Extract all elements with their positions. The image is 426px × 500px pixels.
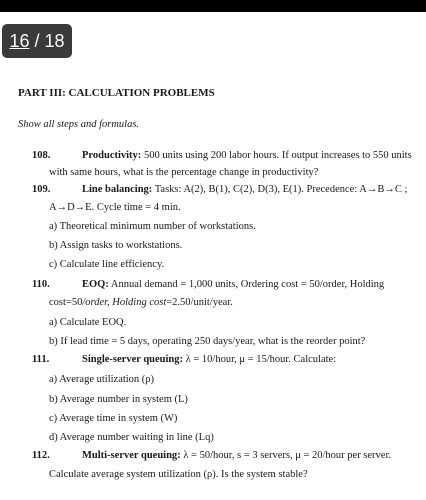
question-text: Annual demand = 1,000 units, Ordering cost = 50/order, Holding	[108, 279, 385, 290]
question-continuation: with same hours, what is the percentage change in productivity?	[49, 167, 319, 178]
question-number: 112.	[32, 450, 50, 461]
continuation-b: /order, Holding cost	[82, 297, 167, 308]
question-part: b) Average number in system (L)	[49, 394, 188, 405]
part-title: PART III: CALCULATION PROBLEMS	[18, 87, 215, 99]
question-title: Productivity:	[82, 150, 142, 161]
question-text: λ = 10/hour, μ = 15/hour. Calculate:	[183, 354, 337, 365]
question-continuation: A→D→E. Cycle time = 4 min.	[49, 202, 181, 213]
question-part: a) Theoretical minimum number of workstations.	[49, 221, 256, 232]
question-part: a) Average utilization (ρ)	[49, 374, 155, 385]
question-title: Line balancing:	[82, 184, 153, 195]
question-part: c) Average time in system (W)	[49, 413, 178, 424]
question-continuation	[49, 296, 233, 309]
question-stem	[82, 183, 407, 196]
question-text: Tasks: A(2), B(1), C(2), D(3), E(1). Precedence: A→B→C ;	[152, 184, 408, 195]
question-number: 109.	[32, 184, 51, 195]
question-part: b) If lead time = 5 days, operating 250 days/year, what is the reorder point?	[49, 336, 366, 347]
question-number: 110.	[32, 279, 50, 290]
continuation-c: =2.50/unit/year.	[166, 297, 233, 308]
question-text: λ = 50/hour, s = 3 servers, μ = 20/hour per server.	[180, 450, 392, 461]
total-pages: 18	[44, 31, 65, 51]
instruction: Show all steps and formulas.	[18, 119, 140, 130]
question-part: a) Calculate EOQ.	[49, 317, 127, 328]
question-number: 111.	[32, 354, 50, 365]
current-page: 16	[9, 31, 30, 51]
continuation-a: cost=50	[49, 297, 83, 308]
question-stem	[82, 278, 384, 291]
question-title: Single-server queuing:	[82, 354, 184, 365]
question-part: d) Average number waiting in line (Lq)	[49, 432, 214, 443]
question-stem	[82, 149, 412, 162]
question-stem	[82, 353, 336, 366]
page-indicator	[2, 24, 72, 58]
question-stem	[82, 449, 391, 462]
question-title: EOQ:	[82, 279, 109, 290]
question-title: Multi-server queuing:	[82, 450, 181, 461]
question-text: 500 units using 200 labor hours. If output increases to 550 units	[141, 150, 412, 161]
question-continuation: Calculate average system utilization (ρ). Is the system stable?	[49, 469, 308, 480]
page-separator: /	[29, 31, 45, 51]
top-bar	[0, 0, 426, 12]
question-part: c) Calculate line efficiency.	[49, 259, 165, 270]
question-number: 108.	[32, 150, 51, 161]
question-part: b) Assign tasks to workstations.	[49, 240, 183, 251]
